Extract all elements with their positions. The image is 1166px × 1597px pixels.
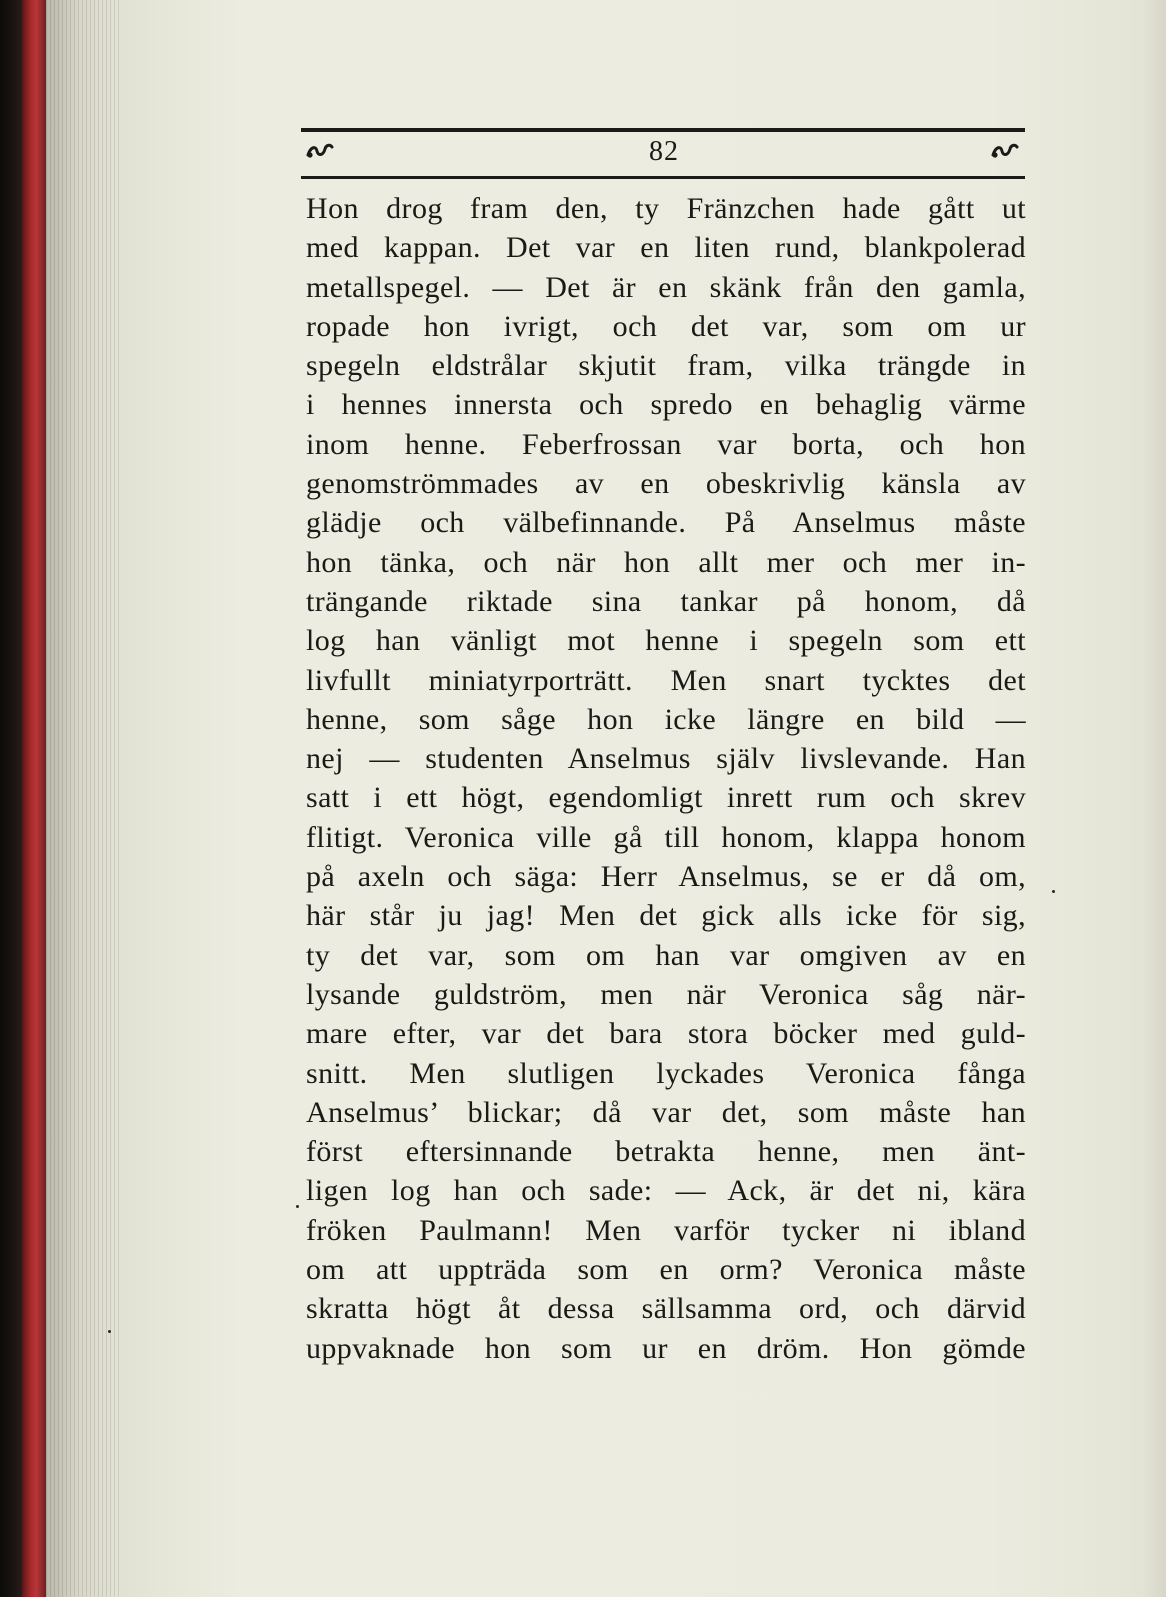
book-binding — [0, 0, 22, 1597]
text-line: i hennes innersta och spredo en behaglig värme — [306, 388, 1026, 422]
text-line: hon tänka, och när hon allt mer och mer in- — [306, 545, 1026, 579]
text-line: mare efter, var det bara stora böcker med guld- — [306, 1017, 1026, 1051]
header-rule-top — [301, 128, 1025, 132]
text-line: lysande guldström, men när Veronica såg när- — [306, 977, 1026, 1011]
text-line: glädje och välbefinnande. På Anselmus måste — [306, 506, 1026, 540]
text-line: först eftersinnande betrakta henne, men änt- — [306, 1135, 1026, 1169]
text-line: ropade hon ivrigt, och det var, som om ur — [306, 309, 1026, 343]
print-speck — [296, 1205, 299, 1208]
page-right-edge — [1142, 0, 1166, 1597]
text-line: Anselmus’ blickar; då var det, som måste han — [306, 1095, 1026, 1129]
text-line: flitigt. Veronica ville gå till honom, klappa honom — [306, 820, 1026, 854]
print-speck — [108, 1330, 111, 1333]
text-line: snitt. Men slutligen lyckades Veronica fånga — [306, 1056, 1026, 1090]
text-line: livfullt miniatyrporträtt. Men snart tycktes det — [306, 663, 1026, 697]
red-page-edge — [22, 0, 46, 1597]
text-line: med kappan. Det var en liten rund, blankpolerad — [306, 231, 1026, 265]
fleuron-icon — [305, 140, 335, 160]
page-number: 82 — [649, 136, 679, 167]
text-line: ty det var, som om han var omgiven av en — [306, 938, 1026, 972]
text-line: genomströmmades av en obeskrivlig känsla av — [306, 467, 1026, 501]
text-line: henne, som såge hon icke längre en bild — — [306, 702, 1026, 736]
body-text — [306, 189, 1026, 1368]
text-line: satt i ett högt, egendomligt inrett rum och skrev — [306, 781, 1026, 815]
text-line: inom henne. Feberfrossan var borta, och hon — [306, 427, 1026, 461]
text-line: om att uppträda som en orm? Veronica måste — [306, 1253, 1026, 1287]
text-line: uppvaknade hon som ur en dröm. Hon gömde — [306, 1331, 1026, 1365]
print-speck — [1052, 890, 1055, 893]
text-line: metallspegel. — Det är en skänk från den gamla, — [306, 270, 1026, 304]
page-stack-edge — [46, 0, 120, 1597]
text-line: skratta högt åt dessa sällsamma ord, och därvid — [306, 1292, 1026, 1326]
text-line: fröken Paulmann! Men varför tycker ni ibland — [306, 1213, 1026, 1247]
text-line: trängande riktade sina tankar på honom, då — [306, 584, 1026, 618]
text-line: här står ju jag! Men det gick alls icke för sig, — [306, 899, 1026, 933]
text-line: log han vänligt mot henne i spegeln som ett — [306, 624, 1026, 658]
text-line: nej — studenten Anselmus själv livslevande. Han — [306, 742, 1026, 776]
fleuron-icon — [990, 140, 1020, 160]
text-line: spegeln eldstrålar skjutit fram, vilka trängde in — [306, 349, 1026, 383]
text-line: på axeln och säga: Herr Anselmus, se er då om, — [306, 860, 1026, 894]
text-line: Hon drog fram den, ty Fränzchen hade gått ut — [306, 192, 1026, 225]
header-rule-bottom — [301, 176, 1025, 179]
text-line: ligen log han och sade: — Ack, är det ni, kära — [306, 1174, 1026, 1208]
